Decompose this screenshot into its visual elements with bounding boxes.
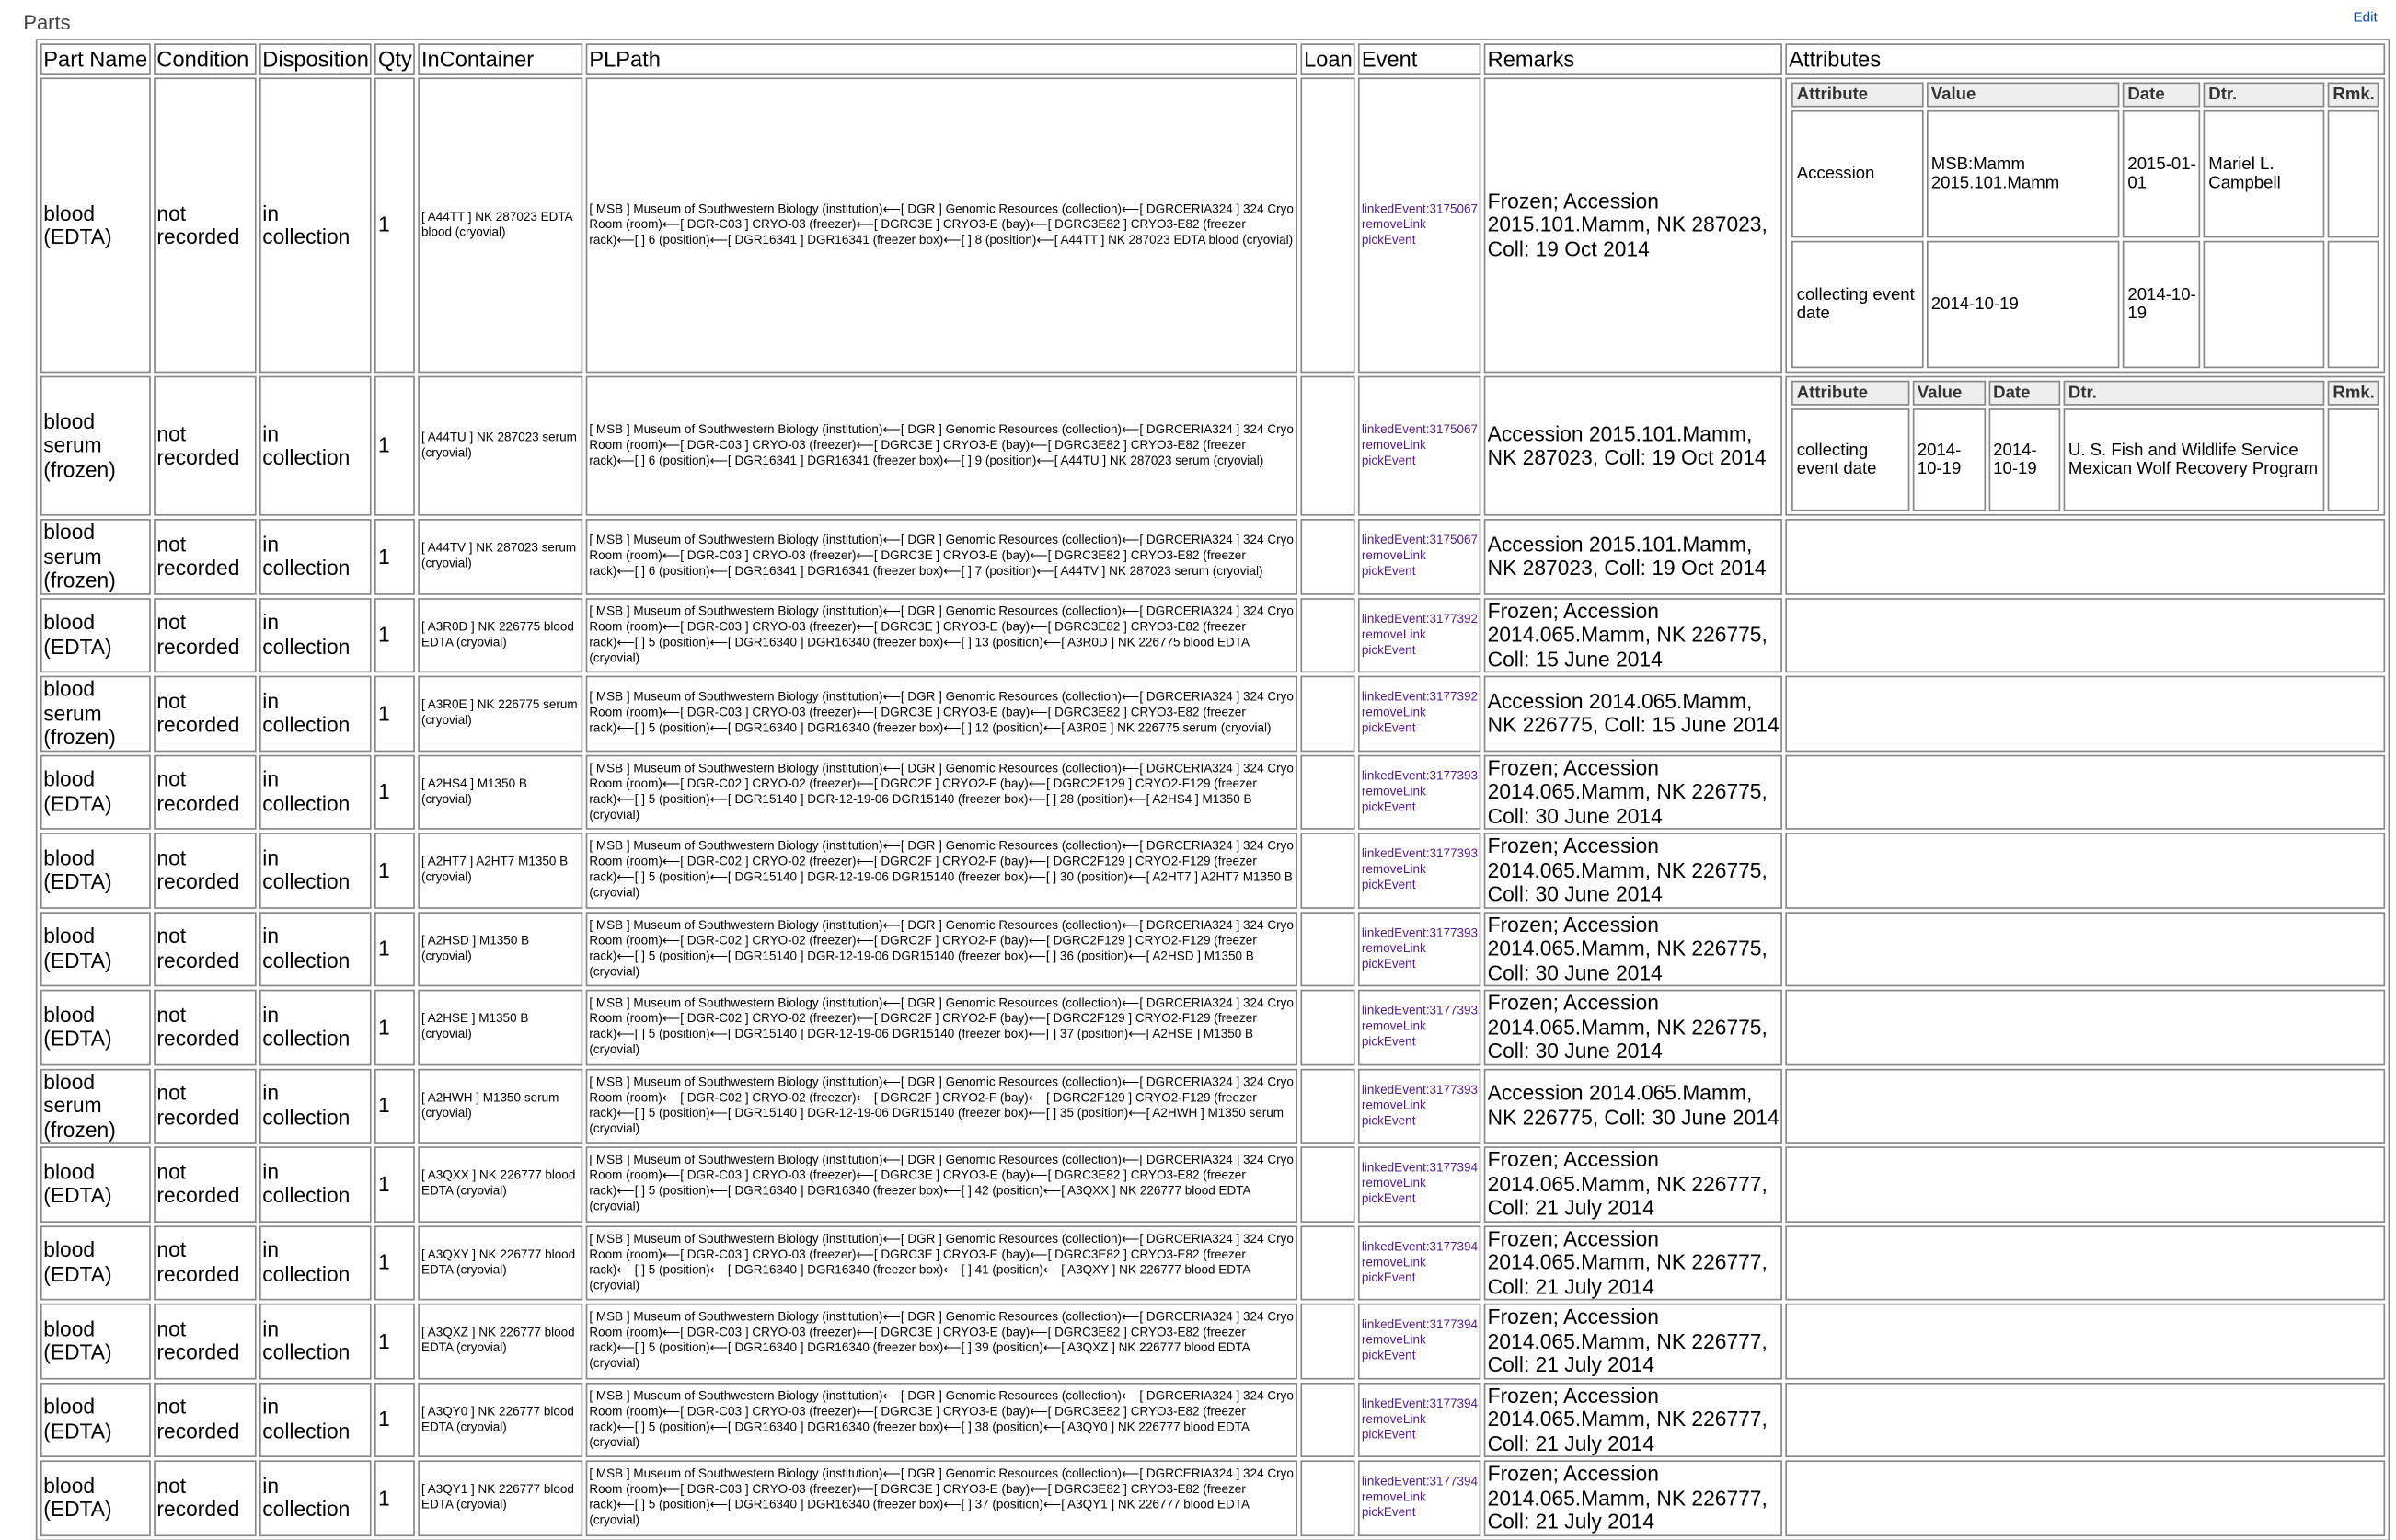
attribute-date-cell: 2014-10-19 xyxy=(2123,241,2201,368)
loan-cell xyxy=(1301,376,1355,516)
event-cell xyxy=(1359,911,1481,986)
linked-event-link[interactable]: linkedEvent:3177393 xyxy=(1361,768,1479,783)
linked-event-link[interactable]: linkedEvent:3177392 xyxy=(1361,690,1479,705)
plpath-cell: [ MSB ] Museum of Southwestern Biology (institution)⟵[ DGR ] Genomic Resources (collection)⟵[ DGRCERIA324 ] 324 Cryo Room (room)⟵[ DGR-C03 ] CRYO-03 (freezer)⟵[ DGRC3E ] CRYO3-E (bay)⟵[ DGRC3E82 ] CRYO3-E82 (freezer rack)⟵[ ] 6 (position)⟵[ DGR16341 ] DGR16341 (freezer box)⟵[ ] 8 (position)⟵[ A44TT ] NK 287023 EDTA blood (cryovial) xyxy=(586,77,1297,373)
qty-cell: 1 xyxy=(375,1304,416,1379)
plpath-cell: [ MSB ] Museum of Southwestern Biology (institution)⟵[ DGR ] Genomic Resources (collection)⟵[ DGRCERIA324 ] 324 Cryo Room (room)⟵[ DGR-C03 ] CRYO-03 (freezer)⟵[ DGRC3E ] CRYO3-E (bay)⟵[ DGRC3E82 ] CRYO3-E82 (freezer rack)⟵[ ] 5 (position)⟵[ DGR16340 ] DGR16340 (freezer box)⟵[ ] 12 (position)⟵[ A3R0E ] NK 226775 serum (cryovial) xyxy=(586,676,1297,752)
incontainer-cell: [ A3QXZ ] NK 226777 blood EDTA (cryovial) xyxy=(419,1304,583,1379)
part-name-cell: blood (EDTA) xyxy=(40,1382,151,1457)
disposition-cell: in collection xyxy=(259,1068,372,1144)
disposition-cell: in collection xyxy=(259,1304,372,1379)
condition-cell: not recorded xyxy=(154,676,256,752)
pick-event-link[interactable]: pickEvent xyxy=(1361,564,1416,579)
table-row xyxy=(40,1225,2386,1301)
incontainer-cell: [ A2HSD ] M1350 B (cryovial) xyxy=(419,911,583,986)
incontainer-cell: [ A44TT ] NK 287023 EDTA blood (cryovial) xyxy=(419,77,583,373)
loan-cell xyxy=(1301,754,1355,830)
table-row xyxy=(40,833,2386,908)
remarks-cell: Frozen; Accession 2014.065.Mamm, NK 226775, Coll: 30 June 2014 xyxy=(1484,911,1782,986)
condition-cell: not recorded xyxy=(154,1068,256,1144)
pick-event-link[interactable]: pickEvent xyxy=(1361,233,1416,247)
table-row xyxy=(40,376,2386,516)
attribute-name-cell: collecting event date xyxy=(1792,241,1924,368)
attr-header-remark: Rmk. xyxy=(2328,83,2379,108)
table-row xyxy=(40,911,2386,986)
col-header-plpath: PLPath xyxy=(586,43,1297,75)
linked-event-link[interactable]: linkedEvent:3175067 xyxy=(1361,533,1479,547)
attribute-date-cell: 2015-01-01 xyxy=(2123,110,2201,237)
remove-link[interactable]: removeLink xyxy=(1361,940,1426,956)
attributes-cell xyxy=(1786,990,2386,1065)
attr-header-value: Value xyxy=(1913,381,1986,406)
part-name-cell: blood (EDTA) xyxy=(40,77,151,373)
col-header-attributes: Attributes xyxy=(1786,43,2386,75)
col-header-event: Event xyxy=(1359,43,1481,75)
event-cell xyxy=(1359,519,1481,594)
condition-cell: not recorded xyxy=(154,77,256,373)
attributes-cell xyxy=(1786,376,2386,516)
remarks-cell: Frozen; Accession 2014.065.Mamm, NK 226775, Coll: 30 June 2014 xyxy=(1484,833,1782,908)
pick-event-link[interactable]: pickEvent xyxy=(1361,878,1416,892)
plpath-cell: [ MSB ] Museum of Southwestern Biology (institution)⟵[ DGR ] Genomic Resources (collection)⟵[ DGRCERIA324 ] 324 Cryo Room (room)⟵[ DGR-C03 ] CRYO-03 (freezer)⟵[ DGRC3E ] CRYO3-E (bay)⟵[ DGRC3E82 ] CRYO3-E82 (freezer rack)⟵[ ] 5 (position)⟵[ DGR16340 ] DGR16340 (freezer box)⟵[ ] 41 (position)⟵[ A3QXY ] NK 226777 blood EDTA (cryovial) xyxy=(586,1225,1297,1301)
attributes-cell xyxy=(1786,519,2386,594)
event-cell xyxy=(1359,754,1481,830)
remove-link[interactable]: removeLink xyxy=(1361,706,1426,720)
event-cell xyxy=(1359,676,1481,752)
condition-cell: not recorded xyxy=(154,1382,256,1457)
qty-cell: 1 xyxy=(375,911,416,986)
part-name-cell: blood (EDTA) xyxy=(40,1225,151,1301)
incontainer-cell: [ A2HT7 ] A2HT7 M1350 B (cryovial) xyxy=(419,833,583,908)
qty-cell: 1 xyxy=(375,1460,416,1535)
remove-link[interactable]: removeLink xyxy=(1361,626,1426,642)
part-name-cell: blood (EDTA) xyxy=(40,990,151,1065)
incontainer-cell: [ A3R0E ] NK 226775 serum (cryovial) xyxy=(419,676,583,752)
incontainer-cell: [ A44TU ] NK 287023 serum (cryovial) xyxy=(419,376,583,516)
event-cell xyxy=(1359,376,1481,516)
part-name-cell: blood (EDTA) xyxy=(40,1304,151,1379)
table-row xyxy=(40,1460,2386,1535)
attributes-header-row xyxy=(1792,83,2379,108)
qty-cell: 1 xyxy=(375,833,416,908)
event-cell xyxy=(1359,1068,1481,1144)
pick-event-link[interactable]: pickEvent xyxy=(1361,799,1416,814)
remarks-cell: Accession 2014.065.Mamm, NK 226775, Coll: 15 June 2014 xyxy=(1484,676,1782,752)
plpath-cell: [ MSB ] Museum of Southwestern Biology (institution)⟵[ DGR ] Genomic Resources (collection)⟵[ DGRCERIA324 ] 324 Cryo Room (room)⟵[ DGR-C03 ] CRYO-03 (freezer)⟵[ DGRC3E ] CRYO3-E (bay)⟵[ DGRC3E82 ] CRYO3-E82 (freezer rack)⟵[ ] 6 (position)⟵[ DGR16341 ] DGR16341 (freezer box)⟵[ ] 9 (position)⟵[ A44TU ] NK 287023 serum (cryovial) xyxy=(586,376,1297,516)
incontainer-cell: [ A3QY0 ] NK 226777 blood EDTA (cryovial) xyxy=(419,1382,583,1457)
incontainer-cell: [ A3QXX ] NK 226777 blood EDTA (cryovial) xyxy=(419,1146,583,1222)
attributes-cell xyxy=(1786,1068,2386,1144)
linked-event-link[interactable]: linkedEvent:3177394 xyxy=(1361,1396,1479,1410)
disposition-cell: in collection xyxy=(259,77,372,373)
remarks-cell: Accession 2014.065.Mamm, NK 226775, Coll: 30 June 2014 xyxy=(1484,1068,1782,1144)
loan-cell xyxy=(1301,1304,1355,1379)
linked-event-link[interactable]: linkedEvent:3177393 xyxy=(1361,1082,1479,1097)
qty-cell: 1 xyxy=(375,77,416,373)
section-title: Parts xyxy=(23,10,71,35)
attributes-cell xyxy=(1786,911,2386,986)
loan-cell xyxy=(1301,519,1355,594)
attr-header-remark: Rmk. xyxy=(2328,381,2379,406)
attributes-table xyxy=(1789,377,2382,514)
section-header xyxy=(0,0,2396,38)
plpath-cell: [ MSB ] Museum of Southwestern Biology (institution)⟵[ DGR ] Genomic Resources (collection)⟵[ DGRCERIA324 ] 324 Cryo Room (room)⟵[ DGR-C03 ] CRYO-03 (freezer)⟵[ DGRC3E ] CRYO3-E (bay)⟵[ DGRC3E82 ] CRYO3-E82 (freezer rack)⟵[ ] 5 (position)⟵[ DGR16340 ] DGR16340 (freezer box)⟵[ ] 39 (position)⟵[ A3QXZ ] NK 226777 blood EDTA (cryovial) xyxy=(586,1304,1297,1379)
condition-cell: not recorded xyxy=(154,1304,256,1379)
remove-link[interactable]: removeLink xyxy=(1361,1255,1426,1270)
table-row xyxy=(40,676,2386,752)
attr-header-attribute: Attribute xyxy=(1792,381,1910,406)
linked-event-link[interactable]: linkedEvent:3177393 xyxy=(1361,846,1479,861)
attr-header-value: Value xyxy=(1927,83,2120,108)
loan-cell xyxy=(1301,1382,1355,1457)
linked-event-link[interactable]: linkedEvent:3177392 xyxy=(1361,611,1479,626)
remarks-cell: Frozen; Accession 2014.065.Mamm, NK 226775, Coll: 30 June 2014 xyxy=(1484,754,1782,830)
qty-cell: 1 xyxy=(375,1382,416,1457)
table-row xyxy=(40,77,2386,373)
col-header-incontainer: InContainer xyxy=(419,43,583,75)
incontainer-cell: [ A2HS4 ] M1350 B (cryovial) xyxy=(419,754,583,830)
attribute-remark-cell xyxy=(2328,110,2379,237)
event-cell xyxy=(1359,1382,1481,1457)
attributes-cell xyxy=(1786,754,2386,830)
linked-event-link[interactable]: linkedEvent:3177394 xyxy=(1361,1317,1479,1332)
pick-event-link[interactable]: pickEvent xyxy=(1361,720,1416,736)
linked-event-link[interactable]: linkedEvent:3177394 xyxy=(1361,1239,1479,1254)
remove-link[interactable]: removeLink xyxy=(1361,1411,1426,1426)
remove-link[interactable]: removeLink xyxy=(1361,1019,1426,1034)
attr-header-determiner: Dtr. xyxy=(2064,381,2325,406)
qty-cell: 1 xyxy=(375,1068,416,1144)
linked-event-link[interactable]: linkedEvent:3175067 xyxy=(1361,422,1479,437)
attributes-cell xyxy=(1786,77,2386,373)
disposition-cell: in collection xyxy=(259,376,372,516)
attribute-remark-cell xyxy=(2328,241,2379,368)
disposition-cell: in collection xyxy=(259,990,372,1065)
attribute-determiner-cell: U. S. Fish and Wildlife Service Mexican Wolf Recovery Program xyxy=(2064,408,2325,511)
plpath-cell: [ MSB ] Museum of Southwestern Biology (institution)⟵[ DGR ] Genomic Resources (collection)⟵[ DGRCERIA324 ] 324 Cryo Room (room)⟵[ DGR-C03 ] CRYO-03 (freezer)⟵[ DGRC3E ] CRYO3-E (bay)⟵[ DGRC3E82 ] CRYO3-E82 (freezer rack)⟵[ ] 5 (position)⟵[ DGR16340 ] DGR16340 (freezer box)⟵[ ] 38 (position)⟵[ A3QY0 ] NK 226777 blood EDTA (cryovial) xyxy=(586,1382,1297,1457)
disposition-cell: in collection xyxy=(259,754,372,830)
col-header-qty: Qty xyxy=(375,43,416,75)
loan-cell xyxy=(1301,77,1355,373)
remove-link[interactable]: removeLink xyxy=(1361,217,1426,232)
incontainer-cell: [ A2HWH ] M1350 serum (cryovial) xyxy=(419,1068,583,1144)
pick-event-link[interactable]: pickEvent xyxy=(1361,1505,1416,1520)
remove-link[interactable]: removeLink xyxy=(1361,1098,1426,1112)
attribute-row xyxy=(1792,408,2379,511)
header-row xyxy=(40,43,2386,75)
table-row xyxy=(40,990,2386,1065)
qty-cell: 1 xyxy=(375,376,416,516)
pick-event-link[interactable]: pickEvent xyxy=(1361,1191,1416,1206)
loan-cell xyxy=(1301,1068,1355,1144)
disposition-cell: in collection xyxy=(259,519,372,594)
disposition-cell: in collection xyxy=(259,597,372,672)
col-header-condition: Condition xyxy=(154,43,256,75)
plpath-cell: [ MSB ] Museum of Southwestern Biology (institution)⟵[ DGR ] Genomic Resources (collection)⟵[ DGRCERIA324 ] 324 Cryo Room (room)⟵[ DGR-C02 ] CRYO-02 (freezer)⟵[ DGRC2F ] CRYO2-F (bay)⟵[ DGRC2F129 ] CRYO2-F129 (freezer rack)⟵[ ] 5 (position)⟵[ DGR15140 ] DGR-12-19-06 DGR15140 (freezer box)⟵[ ] 28 (position)⟵[ A2HS4 ] M1350 B (cryovial) xyxy=(586,754,1297,830)
loan-cell xyxy=(1301,911,1355,986)
table-row xyxy=(40,1068,2386,1144)
remarks-cell: Frozen; Accession 2014.065.Mamm, NK 226777, Coll: 21 July 2014 xyxy=(1484,1304,1782,1379)
incontainer-cell: [ A3R0D ] NK 226775 blood EDTA (cryovial) xyxy=(419,597,583,672)
condition-cell: not recorded xyxy=(154,911,256,986)
condition-cell: not recorded xyxy=(154,754,256,830)
loan-cell xyxy=(1301,990,1355,1065)
event-cell xyxy=(1359,77,1481,373)
attributes-header-row xyxy=(1792,381,2379,406)
plpath-cell: [ MSB ] Museum of Southwestern Biology (institution)⟵[ DGR ] Genomic Resources (collection)⟵[ DGRCERIA324 ] 324 Cryo Room (room)⟵[ DGR-C02 ] CRYO-02 (freezer)⟵[ DGRC2F ] CRYO2-F (bay)⟵[ DGRC2F129 ] CRYO2-F129 (freezer rack)⟵[ ] 5 (position)⟵[ DGR15140 ] DGR-12-19-06 DGR15140 (freezer box)⟵[ ] 35 (position)⟵[ A2HWH ] M1350 serum (cryovial) xyxy=(586,1068,1297,1144)
edit-link[interactable]: Edit xyxy=(2353,9,2378,26)
loan-cell xyxy=(1301,833,1355,908)
plpath-cell: [ MSB ] Museum of Southwestern Biology (institution)⟵[ DGR ] Genomic Resources (collection)⟵[ DGRCERIA324 ] 324 Cryo Room (room)⟵[ DGR-C02 ] CRYO-02 (freezer)⟵[ DGRC2F ] CRYO2-F (bay)⟵[ DGRC2F129 ] CRYO2-F129 (freezer rack)⟵[ ] 5 (position)⟵[ DGR15140 ] DGR-12-19-06 DGR15140 (freezer box)⟵[ ] 37 (position)⟵[ A2HSE ] M1350 B (cryovial) xyxy=(586,990,1297,1065)
condition-cell: not recorded xyxy=(154,1225,256,1301)
remove-link[interactable]: removeLink xyxy=(1361,548,1426,563)
qty-cell: 1 xyxy=(375,1146,416,1222)
disposition-cell: in collection xyxy=(259,1225,372,1301)
remove-link[interactable]: removeLink xyxy=(1361,1176,1426,1190)
pick-event-link[interactable]: pickEvent xyxy=(1361,642,1416,657)
col-header-part-name: Part Name xyxy=(40,43,151,75)
attribute-name-cell: Accession xyxy=(1792,110,1924,237)
incontainer-cell: [ A2HSE ] M1350 B (cryovial) xyxy=(419,990,583,1065)
event-cell xyxy=(1359,833,1481,908)
pick-event-link[interactable]: pickEvent xyxy=(1361,956,1416,971)
pick-event-link[interactable]: pickEvent xyxy=(1361,454,1416,468)
col-header-disposition: Disposition xyxy=(259,43,372,75)
attribute-remark-cell xyxy=(2328,408,2379,511)
remove-link[interactable]: removeLink xyxy=(1361,784,1426,799)
attribute-row xyxy=(1792,241,2379,368)
remarks-cell: Frozen; Accession 2014.065.Mamm, NK 226775, Coll: 30 June 2014 xyxy=(1484,990,1782,1065)
event-cell xyxy=(1359,990,1481,1065)
incontainer-cell: [ A3QXY ] NK 226777 blood EDTA (cryovial) xyxy=(419,1225,583,1301)
event-cell xyxy=(1359,1146,1481,1222)
disposition-cell: in collection xyxy=(259,1146,372,1222)
qty-cell: 1 xyxy=(375,597,416,672)
event-cell xyxy=(1359,1460,1481,1535)
pick-event-link[interactable]: pickEvent xyxy=(1361,1427,1416,1442)
table-row xyxy=(40,754,2386,830)
attribute-determiner-cell xyxy=(2204,241,2325,368)
linked-event-link[interactable]: linkedEvent:3177393 xyxy=(1361,925,1479,940)
attributes-cell xyxy=(1786,1304,2386,1379)
condition-cell: not recorded xyxy=(154,597,256,672)
attribute-name-cell: collecting event date xyxy=(1792,408,1910,511)
attributes-cell xyxy=(1786,1146,2386,1222)
condition-cell: not recorded xyxy=(154,833,256,908)
table-row xyxy=(40,519,2386,594)
qty-cell: 1 xyxy=(375,519,416,594)
part-name-cell: blood serum (frozen) xyxy=(40,1068,151,1144)
part-name-cell: blood (EDTA) xyxy=(40,1460,151,1535)
attr-header-attribute: Attribute xyxy=(1792,83,1924,108)
remove-link[interactable]: removeLink xyxy=(1361,1489,1426,1505)
attr-header-date: Date xyxy=(1988,381,2060,406)
attribute-date-cell: 2014-10-19 xyxy=(1988,408,2060,511)
attributes-cell xyxy=(1786,1460,2386,1535)
table-row xyxy=(40,1304,2386,1379)
loan-cell xyxy=(1301,1225,1355,1301)
qty-cell: 1 xyxy=(375,1225,416,1301)
incontainer-cell: [ A3QY1 ] NK 226777 blood EDTA (cryovial) xyxy=(419,1460,583,1535)
disposition-cell: in collection xyxy=(259,676,372,752)
disposition-cell: in collection xyxy=(259,911,372,986)
pick-event-link[interactable]: pickEvent xyxy=(1361,1270,1416,1285)
part-name-cell: blood serum (frozen) xyxy=(40,519,151,594)
event-cell xyxy=(1359,597,1481,672)
attributes-cell xyxy=(1786,676,2386,752)
attributes-cell xyxy=(1786,597,2386,672)
part-name-cell: blood serum (frozen) xyxy=(40,376,151,516)
part-name-cell: blood (EDTA) xyxy=(40,911,151,986)
table-row xyxy=(40,1146,2386,1222)
attr-header-determiner: Dtr. xyxy=(2204,83,2325,108)
pick-event-link[interactable]: pickEvent xyxy=(1361,1035,1416,1050)
loan-cell xyxy=(1301,676,1355,752)
loan-cell xyxy=(1301,1146,1355,1222)
col-header-loan: Loan xyxy=(1301,43,1355,75)
remarks-cell: Frozen; Accession 2014.065.Mamm, NK 226777, Coll: 21 July 2014 xyxy=(1484,1382,1782,1457)
part-name-cell: blood serum (frozen) xyxy=(40,676,151,752)
part-name-cell: blood (EDTA) xyxy=(40,833,151,908)
attributes-cell xyxy=(1786,833,2386,908)
remarks-cell: Frozen; Accession 2014.065.Mamm, NK 226775, Coll: 15 June 2014 xyxy=(1484,597,1782,672)
disposition-cell: in collection xyxy=(259,833,372,908)
linked-event-link[interactable]: linkedEvent:3175067 xyxy=(1361,201,1479,216)
remarks-cell: Frozen; Accession 2015.101.Mamm, NK 287023, Coll: 19 Oct 2014 xyxy=(1484,77,1782,373)
attribute-row xyxy=(1792,110,2379,237)
incontainer-cell: [ A44TV ] NK 287023 serum (cryovial) xyxy=(419,519,583,594)
remarks-cell: Accession 2015.101.Mamm, NK 287023, Coll: 19 Oct 2014 xyxy=(1484,376,1782,516)
disposition-cell: in collection xyxy=(259,1382,372,1457)
plpath-cell: [ MSB ] Museum of Southwestern Biology (institution)⟵[ DGR ] Genomic Resources (collection)⟵[ DGRCERIA324 ] 324 Cryo Room (room)⟵[ DGR-C03 ] CRYO-03 (freezer)⟵[ DGRC3E ] CRYO3-E (bay)⟵[ DGRC3E82 ] CRYO3-E82 (freezer rack)⟵[ ] 5 (position)⟵[ DGR16340 ] DGR16340 (freezer box)⟵[ ] 13 (position)⟵[ A3R0D ] NK 226775 blood EDTA (cryovial) xyxy=(586,597,1297,672)
remarks-cell: Frozen; Accession 2014.065.Mamm, NK 226777, Coll: 21 July 2014 xyxy=(1484,1225,1782,1301)
remove-link[interactable]: removeLink xyxy=(1361,1333,1426,1348)
linked-event-link[interactable]: linkedEvent:3177394 xyxy=(1361,1474,1479,1489)
attribute-determiner-cell: Mariel L. Campbell xyxy=(2204,110,2325,237)
table-row xyxy=(40,1382,2386,1457)
condition-cell: not recorded xyxy=(154,990,256,1065)
part-name-cell: blood (EDTA) xyxy=(40,754,151,830)
condition-cell: not recorded xyxy=(154,1146,256,1222)
qty-cell: 1 xyxy=(375,754,416,830)
attributes-cell xyxy=(1786,1382,2386,1457)
linked-event-link[interactable]: linkedEvent:3177394 xyxy=(1361,1160,1479,1176)
disposition-cell: in collection xyxy=(259,1460,372,1535)
attributes-cell xyxy=(1786,1225,2386,1301)
condition-cell: not recorded xyxy=(154,376,256,516)
event-cell xyxy=(1359,1225,1481,1301)
plpath-cell: [ MSB ] Museum of Southwestern Biology (institution)⟵[ DGR ] Genomic Resources (collection)⟵[ DGRCERIA324 ] 324 Cryo Room (room)⟵[ DGR-C02 ] CRYO-02 (freezer)⟵[ DGRC2F ] CRYO2-F (bay)⟵[ DGRC2F129 ] CRYO2-F129 (freezer rack)⟵[ ] 5 (position)⟵[ DGR15140 ] DGR-12-19-06 DGR15140 (freezer box)⟵[ ] 36 (position)⟵[ A2HSD ] M1350 B (cryovial) xyxy=(586,911,1297,986)
remarks-cell: Frozen; Accession 2014.065.Mamm, NK 226777, Coll: 21 July 2014 xyxy=(1484,1146,1782,1222)
plpath-cell: [ MSB ] Museum of Southwestern Biology (institution)⟵[ DGR ] Genomic Resources (collection)⟵[ DGRCERIA324 ] 324 Cryo Room (room)⟵[ DGR-C03 ] CRYO-03 (freezer)⟵[ DGRC3E ] CRYO3-E (bay)⟵[ DGRC3E82 ] CRYO3-E82 (freezer rack)⟵[ ] 5 (position)⟵[ DGR16340 ] DGR16340 (freezer box)⟵[ ] 42 (position)⟵[ A3QXX ] NK 226777 blood EDTA (cryovial) xyxy=(586,1146,1297,1222)
loan-cell xyxy=(1301,1460,1355,1535)
part-name-cell: blood (EDTA) xyxy=(40,597,151,672)
attribute-value-cell: MSB:Mamm 2015.101.Mamm xyxy=(1927,110,2120,237)
remove-link[interactable]: removeLink xyxy=(1361,862,1426,877)
condition-cell: not recorded xyxy=(154,1460,256,1535)
attributes-table xyxy=(1789,79,2382,371)
part-name-cell: blood (EDTA) xyxy=(40,1146,151,1222)
attribute-value-cell: 2014-10-19 xyxy=(1913,408,1986,511)
qty-cell: 1 xyxy=(375,676,416,752)
table-row xyxy=(40,597,2386,672)
parts-table xyxy=(36,39,2390,1540)
pick-event-link[interactable]: pickEvent xyxy=(1361,1113,1416,1128)
loan-cell xyxy=(1301,597,1355,672)
plpath-cell: [ MSB ] Museum of Southwestern Biology (institution)⟵[ DGR ] Genomic Resources (collection)⟵[ DGRCERIA324 ] 324 Cryo Room (room)⟵[ DGR-C03 ] CRYO-03 (freezer)⟵[ DGRC3E ] CRYO3-E (bay)⟵[ DGRC3E82 ] CRYO3-E82 (freezer rack)⟵[ ] 6 (position)⟵[ DGR16341 ] DGR16341 (freezer box)⟵[ ] 7 (position)⟵[ A44TV ] NK 287023 serum (cryovial) xyxy=(586,519,1297,594)
pick-event-link[interactable]: pickEvent xyxy=(1361,1349,1416,1363)
col-header-remarks: Remarks xyxy=(1484,43,1782,75)
remarks-cell: Accession 2015.101.Mamm, NK 287023, Coll: 19 Oct 2014 xyxy=(1484,519,1782,594)
plpath-cell: [ MSB ] Museum of Southwestern Biology (institution)⟵[ DGR ] Genomic Resources (collection)⟵[ DGRCERIA324 ] 324 Cryo Room (room)⟵[ DGR-C03 ] CRYO-03 (freezer)⟵[ DGRC3E ] CRYO3-E (bay)⟵[ DGRC3E82 ] CRYO3-E82 (freezer rack)⟵[ ] 5 (position)⟵[ DGR16340 ] DGR16340 (freezer box)⟵[ ] 37 (position)⟵[ A3QY1 ] NK 226777 blood EDTA (cryovial) xyxy=(586,1460,1297,1535)
plpath-cell: [ MSB ] Museum of Southwestern Biology (institution)⟵[ DGR ] Genomic Resources (collection)⟵[ DGRCERIA324 ] 324 Cryo Room (room)⟵[ DGR-C02 ] CRYO-02 (freezer)⟵[ DGRC2F ] CRYO2-F (bay)⟵[ DGRC2F129 ] CRYO2-F129 (freezer rack)⟵[ ] 5 (position)⟵[ DGR15140 ] DGR-12-19-06 DGR15140 (freezer box)⟵[ ] 30 (position)⟵[ A2HT7 ] A2HT7 M1350 B (cryovial) xyxy=(586,833,1297,908)
event-cell xyxy=(1359,1304,1481,1379)
condition-cell: not recorded xyxy=(154,519,256,594)
remarks-cell: Frozen; Accession 2014.065.Mamm, NK 226777, Coll: 21 July 2014 xyxy=(1484,1460,1782,1535)
attr-header-date: Date xyxy=(2123,83,2201,108)
remove-link[interactable]: removeLink xyxy=(1361,438,1426,453)
linked-event-link[interactable]: linkedEvent:3177393 xyxy=(1361,1004,1479,1018)
qty-cell: 1 xyxy=(375,990,416,1065)
attribute-value-cell: 2014-10-19 xyxy=(1927,241,2120,368)
